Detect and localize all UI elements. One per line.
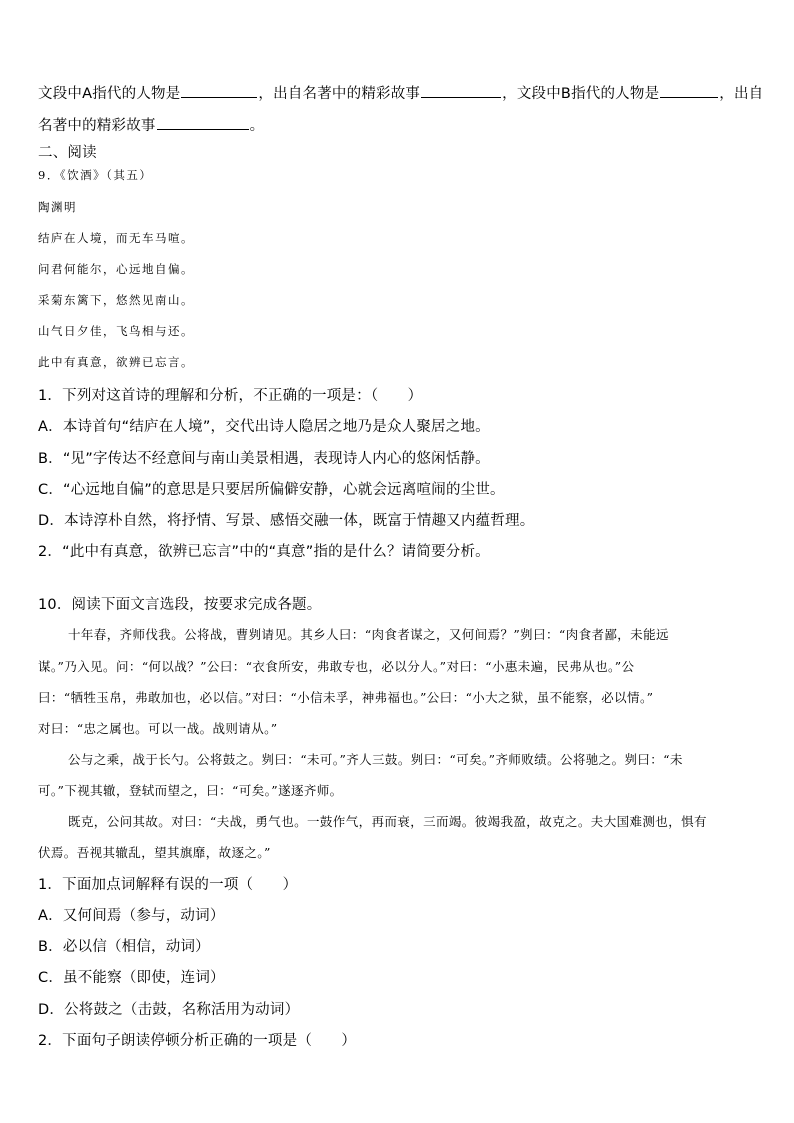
q10-title: 10．阅读下面文言选段，按要求完成各题。 <box>38 597 322 613</box>
q8-fill-line-2 <box>38 114 264 135</box>
q8-text: 。 <box>249 118 265 134</box>
classical-text-line: 谋。”乃入见。问：“何以战？”公曰：“衣食所安，弗敢专也，必以分人。”对曰：“小惠未遍，民弗从也。”公 <box>38 659 635 674</box>
q8-text: 名著中的精彩故事 <box>38 118 156 134</box>
q9-option-a[interactable]: A．本诗首句“结庐在人境”，交代出诗人隐居之地乃是众人聚居之地。 <box>38 419 490 435</box>
q9-option-d[interactable]: D．本诗淳朴自然，将抒情、写景、感悟交融一体，既富于情趣又内蕴哲理。 <box>38 513 535 529</box>
q8-text: ，文段中B指代的人物是 <box>502 86 660 102</box>
q8-fill-line-1 <box>38 82 763 103</box>
q10-option-c[interactable]: C．虽不能察（即使，连词） <box>38 970 225 986</box>
classical-text-line: 对曰：“忠之属也。可以一战。战则请从。” <box>38 721 278 736</box>
q9-subquestion-1: 1．下列对这首诗的理解和分析，不正确的一项是：（ ） <box>38 388 423 404</box>
classical-text-line: 既克，公问其故。对曰：“夫战，勇气也。一鼓作气，再而衰，三而竭。彼竭我盈，故克之。夫大国难测也，惧有 <box>68 814 707 829</box>
classical-text-line: 公与之乘，战于长勺。公将鼓之。刿曰：“未可。”齐人三鼓。刿曰：“可矣。”齐师败绩。公将驰之。刿曰：“未 <box>68 752 683 767</box>
classical-text-line: 曰：“牺牲玉帛，弗敢加也，必以信。”对曰：“小信未孚，神弗福也。”公曰：“小大之狱，虽不能察，必以情。” <box>38 690 654 705</box>
q9-option-c[interactable]: C．“心远地自偏”的意思是只要居所偏僻安静，心就会远离喧闹的尘世。 <box>38 482 505 498</box>
q10-option-a[interactable]: A．又何间焉（参与，动词） <box>38 908 225 924</box>
q8-text: ，出自名著中的精彩故事 <box>258 86 421 102</box>
classical-text-line: 伏焉。吾视其辙乱，望其旗靡，故逐之。” <box>38 845 271 860</box>
poem-author: 陶渊明 <box>38 200 77 214</box>
q9-option-b[interactable]: B．“见”字传达不经意间与南山美景相遇，表现诗人内心的悠闲恬静。 <box>38 451 490 467</box>
q10-subquestion-1: 1．下面加点词解释有误的一项（ ） <box>38 877 298 893</box>
classical-text-line: 可。”下视其辙，登轼而望之，曰：“可矣。”遂逐齐师。 <box>38 783 343 798</box>
poem-line: 问君何能尔，心远地自偏。 <box>38 262 194 276</box>
poem-line: 采菊东篱下，悠然见南山。 <box>38 293 194 307</box>
answer-blank[interactable] <box>157 128 249 130</box>
q9-subquestion-2: 2．“此中有真意，欲辨已忘言”中的“真意”指的是什么？请简要分析。 <box>38 544 490 560</box>
q9-title: 9．《饮酒》（其五） <box>38 168 153 182</box>
answer-blank[interactable] <box>181 96 257 98</box>
answer-blank[interactable] <box>421 96 501 98</box>
poem-line: 此中有真意，欲辨已忘言。 <box>38 355 194 369</box>
q10-subquestion-2: 2．下面句子朗读停顿分析正确的一项是（ ） <box>38 1033 357 1049</box>
q8-text: 文段中A指代的人物是 <box>38 86 181 102</box>
q10-option-b[interactable]: B．必以信（相信，动词） <box>38 939 210 955</box>
poem-line: 山气日夕佳，飞鸟相与还。 <box>38 324 194 338</box>
section-title: 二、阅读 <box>38 145 97 161</box>
classical-text-line: 十年春，齐师伐我。公将战，曹刿请见。其乡人曰：“肉食者谋之，又何间焉？”刿曰：“肉食者鄙，未能远 <box>68 627 669 642</box>
q8-text: ，出自 <box>719 86 764 102</box>
poem-line: 结庐在人境，而无车马喧。 <box>38 231 194 245</box>
answer-blank[interactable] <box>660 96 718 98</box>
q10-option-d[interactable]: D．公将鼓之（击鼓，名称活用为动词） <box>38 1002 300 1018</box>
